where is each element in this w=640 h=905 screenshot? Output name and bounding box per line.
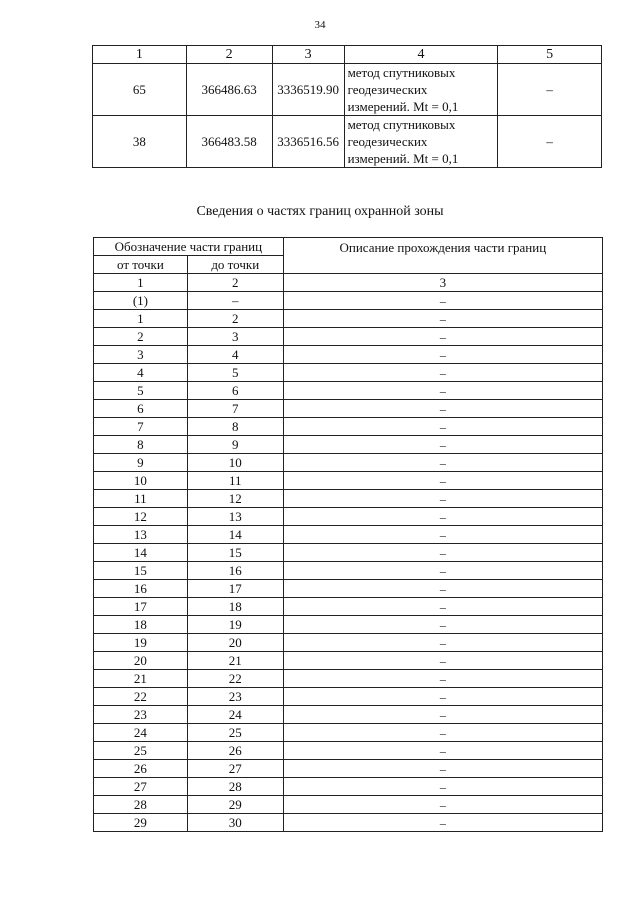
description-cell: – bbox=[283, 580, 602, 598]
to-point-cell: 9 bbox=[187, 436, 283, 454]
table-row bbox=[94, 310, 603, 328]
description-cell: – bbox=[283, 454, 602, 472]
table-row bbox=[94, 454, 603, 472]
table-row bbox=[94, 652, 603, 670]
column-index-3: 3 bbox=[283, 274, 602, 292]
table-row bbox=[94, 724, 603, 742]
from-point-cell: 12 bbox=[94, 508, 188, 526]
to-point-cell: 2 bbox=[187, 310, 283, 328]
description-cell: – bbox=[283, 292, 602, 310]
description-cell: – bbox=[283, 652, 602, 670]
from-point-cell: 1 bbox=[94, 310, 188, 328]
to-point-cell: 8 bbox=[187, 418, 283, 436]
to-point-cell: 18 bbox=[187, 598, 283, 616]
page-number: 34 bbox=[314, 19, 326, 31]
method-line: метод спутниковых bbox=[347, 65, 456, 80]
to-point-cell: 6 bbox=[187, 382, 283, 400]
to-point-cell: 11 bbox=[187, 472, 283, 490]
description-cell: – bbox=[283, 814, 602, 832]
description-cell: – bbox=[283, 670, 602, 688]
from-point-cell: 16 bbox=[94, 580, 188, 598]
description-cell: – bbox=[283, 616, 602, 634]
from-point-cell: 17 bbox=[94, 598, 188, 616]
from-point-cell: 28 bbox=[94, 796, 188, 814]
to-point-cell: 13 bbox=[187, 508, 283, 526]
to-point-cell: 10 bbox=[187, 454, 283, 472]
column-index-2: 2 bbox=[186, 46, 272, 64]
to-point-cell: 14 bbox=[187, 526, 283, 544]
table-row bbox=[94, 364, 603, 382]
description-cell: – bbox=[283, 688, 602, 706]
table-row bbox=[94, 778, 603, 796]
description-cell: – bbox=[283, 544, 602, 562]
from-point-cell: 22 bbox=[94, 688, 188, 706]
to-point-header: до точки bbox=[187, 256, 283, 274]
description-cell: – bbox=[283, 382, 602, 400]
from-point-cell: (1) bbox=[94, 292, 188, 310]
to-point-cell: 17 bbox=[187, 580, 283, 598]
to-point-cell: 4 bbox=[187, 346, 283, 364]
from-point-cell: 23 bbox=[94, 706, 188, 724]
coordinate-x: 366483.58 bbox=[186, 116, 272, 168]
measurement-method bbox=[344, 116, 498, 168]
to-point-cell: 29 bbox=[187, 796, 283, 814]
from-point-cell: 9 bbox=[94, 454, 188, 472]
description-cell: – bbox=[283, 490, 602, 508]
description-cell: – bbox=[283, 760, 602, 778]
note-cell: – bbox=[498, 64, 602, 116]
to-point-cell: 30 bbox=[187, 814, 283, 832]
description-cell: – bbox=[283, 526, 602, 544]
from-point-header: от точки bbox=[94, 256, 188, 274]
from-point-cell: 7 bbox=[94, 418, 188, 436]
to-point-cell: 15 bbox=[187, 544, 283, 562]
from-point-cell: 15 bbox=[94, 562, 188, 580]
column-index-1: 1 bbox=[93, 46, 187, 64]
column-index-1: 1 bbox=[94, 274, 188, 292]
table-row bbox=[94, 796, 603, 814]
description-cell: – bbox=[283, 562, 602, 580]
description-cell: – bbox=[283, 310, 602, 328]
table-row bbox=[94, 670, 603, 688]
table-row bbox=[94, 328, 603, 346]
description-cell: – bbox=[283, 418, 602, 436]
table-row bbox=[94, 508, 603, 526]
from-point-cell: 10 bbox=[94, 472, 188, 490]
description-cell: – bbox=[283, 706, 602, 724]
table-row bbox=[94, 382, 603, 400]
from-point-cell: 14 bbox=[94, 544, 188, 562]
method-line: метод спутниковых bbox=[347, 117, 456, 132]
description-header: Описание прохождения части границ bbox=[283, 238, 602, 274]
table-row bbox=[94, 400, 603, 418]
measurement-method bbox=[344, 64, 498, 116]
table-row bbox=[94, 526, 603, 544]
table-row bbox=[94, 472, 603, 490]
table-row bbox=[94, 292, 603, 310]
parts-index-row bbox=[94, 274, 603, 292]
table-row bbox=[93, 64, 602, 116]
to-point-cell: 3 bbox=[187, 328, 283, 346]
description-cell: – bbox=[283, 472, 602, 490]
column-index-4: 4 bbox=[344, 46, 498, 64]
from-point-cell: 24 bbox=[94, 724, 188, 742]
point-number: 38 bbox=[93, 116, 187, 168]
from-point-cell: 8 bbox=[94, 436, 188, 454]
coordinate-y: 3336516.56 bbox=[272, 116, 344, 168]
designation-group-header: Обозначение части границ bbox=[94, 238, 284, 256]
coordinates-header-row bbox=[93, 46, 602, 64]
description-cell: – bbox=[283, 400, 602, 418]
from-point-cell: 27 bbox=[94, 778, 188, 796]
to-point-cell: 23 bbox=[187, 688, 283, 706]
table-row bbox=[94, 688, 603, 706]
method-line: геодезических bbox=[347, 134, 428, 149]
table-row bbox=[94, 418, 603, 436]
table-row bbox=[94, 706, 603, 724]
description-cell: – bbox=[283, 724, 602, 742]
column-index-3: 3 bbox=[272, 46, 344, 64]
description-cell: – bbox=[283, 436, 602, 454]
to-point-cell: – bbox=[187, 292, 283, 310]
to-point-cell: 12 bbox=[187, 490, 283, 508]
from-point-cell: 2 bbox=[94, 328, 188, 346]
section-title: Сведения о частях границ охранной зоны bbox=[196, 204, 444, 219]
table-row bbox=[94, 814, 603, 832]
parts-header-row bbox=[94, 238, 603, 256]
from-point-cell: 19 bbox=[94, 634, 188, 652]
note-cell: – bbox=[498, 116, 602, 168]
from-point-cell: 3 bbox=[94, 346, 188, 364]
to-point-cell: 21 bbox=[187, 652, 283, 670]
table-row bbox=[93, 116, 602, 168]
to-point-cell: 16 bbox=[187, 562, 283, 580]
table-row bbox=[94, 490, 603, 508]
to-point-cell: 26 bbox=[187, 742, 283, 760]
table-row bbox=[94, 634, 603, 652]
column-index-5: 5 bbox=[498, 46, 602, 64]
from-point-cell: 18 bbox=[94, 616, 188, 634]
from-point-cell: 13 bbox=[94, 526, 188, 544]
coordinate-x: 366486.63 bbox=[186, 64, 272, 116]
point-number: 65 bbox=[93, 64, 187, 116]
from-point-cell: 29 bbox=[94, 814, 188, 832]
description-cell: – bbox=[283, 634, 602, 652]
table-row bbox=[94, 616, 603, 634]
to-point-cell: 24 bbox=[187, 706, 283, 724]
from-point-cell: 4 bbox=[94, 364, 188, 382]
description-cell: – bbox=[283, 796, 602, 814]
to-point-cell: 22 bbox=[187, 670, 283, 688]
method-line: геодезических bbox=[347, 82, 428, 97]
to-point-cell: 19 bbox=[187, 616, 283, 634]
description-cell: – bbox=[283, 364, 602, 382]
coordinate-y: 3336519.90 bbox=[272, 64, 344, 116]
to-point-cell: 27 bbox=[187, 760, 283, 778]
table-row bbox=[94, 562, 603, 580]
table-row bbox=[94, 760, 603, 778]
from-point-cell: 25 bbox=[94, 742, 188, 760]
description-cell: – bbox=[283, 778, 602, 796]
from-point-cell: 5 bbox=[94, 382, 188, 400]
to-point-cell: 28 bbox=[187, 778, 283, 796]
column-index-2: 2 bbox=[187, 274, 283, 292]
method-line: измерений. Mt = 0,1 bbox=[347, 99, 459, 114]
to-point-cell: 25 bbox=[187, 724, 283, 742]
boundary-parts-table bbox=[93, 237, 603, 832]
to-point-cell: 20 bbox=[187, 634, 283, 652]
description-cell: – bbox=[283, 346, 602, 364]
parts-table-body bbox=[94, 292, 603, 832]
description-cell: – bbox=[283, 328, 602, 346]
description-cell: – bbox=[283, 598, 602, 616]
table-row bbox=[94, 346, 603, 364]
table-row bbox=[94, 580, 603, 598]
to-point-cell: 7 bbox=[187, 400, 283, 418]
table-row bbox=[94, 436, 603, 454]
from-point-cell: 26 bbox=[94, 760, 188, 778]
from-point-cell: 20 bbox=[94, 652, 188, 670]
to-point-cell: 5 bbox=[187, 364, 283, 382]
table-row bbox=[94, 742, 603, 760]
from-point-cell: 11 bbox=[94, 490, 188, 508]
from-point-cell: 21 bbox=[94, 670, 188, 688]
table-row bbox=[94, 598, 603, 616]
description-cell: – bbox=[283, 508, 602, 526]
description-cell: – bbox=[283, 742, 602, 760]
from-point-cell: 6 bbox=[94, 400, 188, 418]
method-line: измерений. Mt = 0,1 bbox=[347, 151, 459, 166]
coordinates-table bbox=[92, 45, 602, 168]
table-row bbox=[94, 544, 603, 562]
